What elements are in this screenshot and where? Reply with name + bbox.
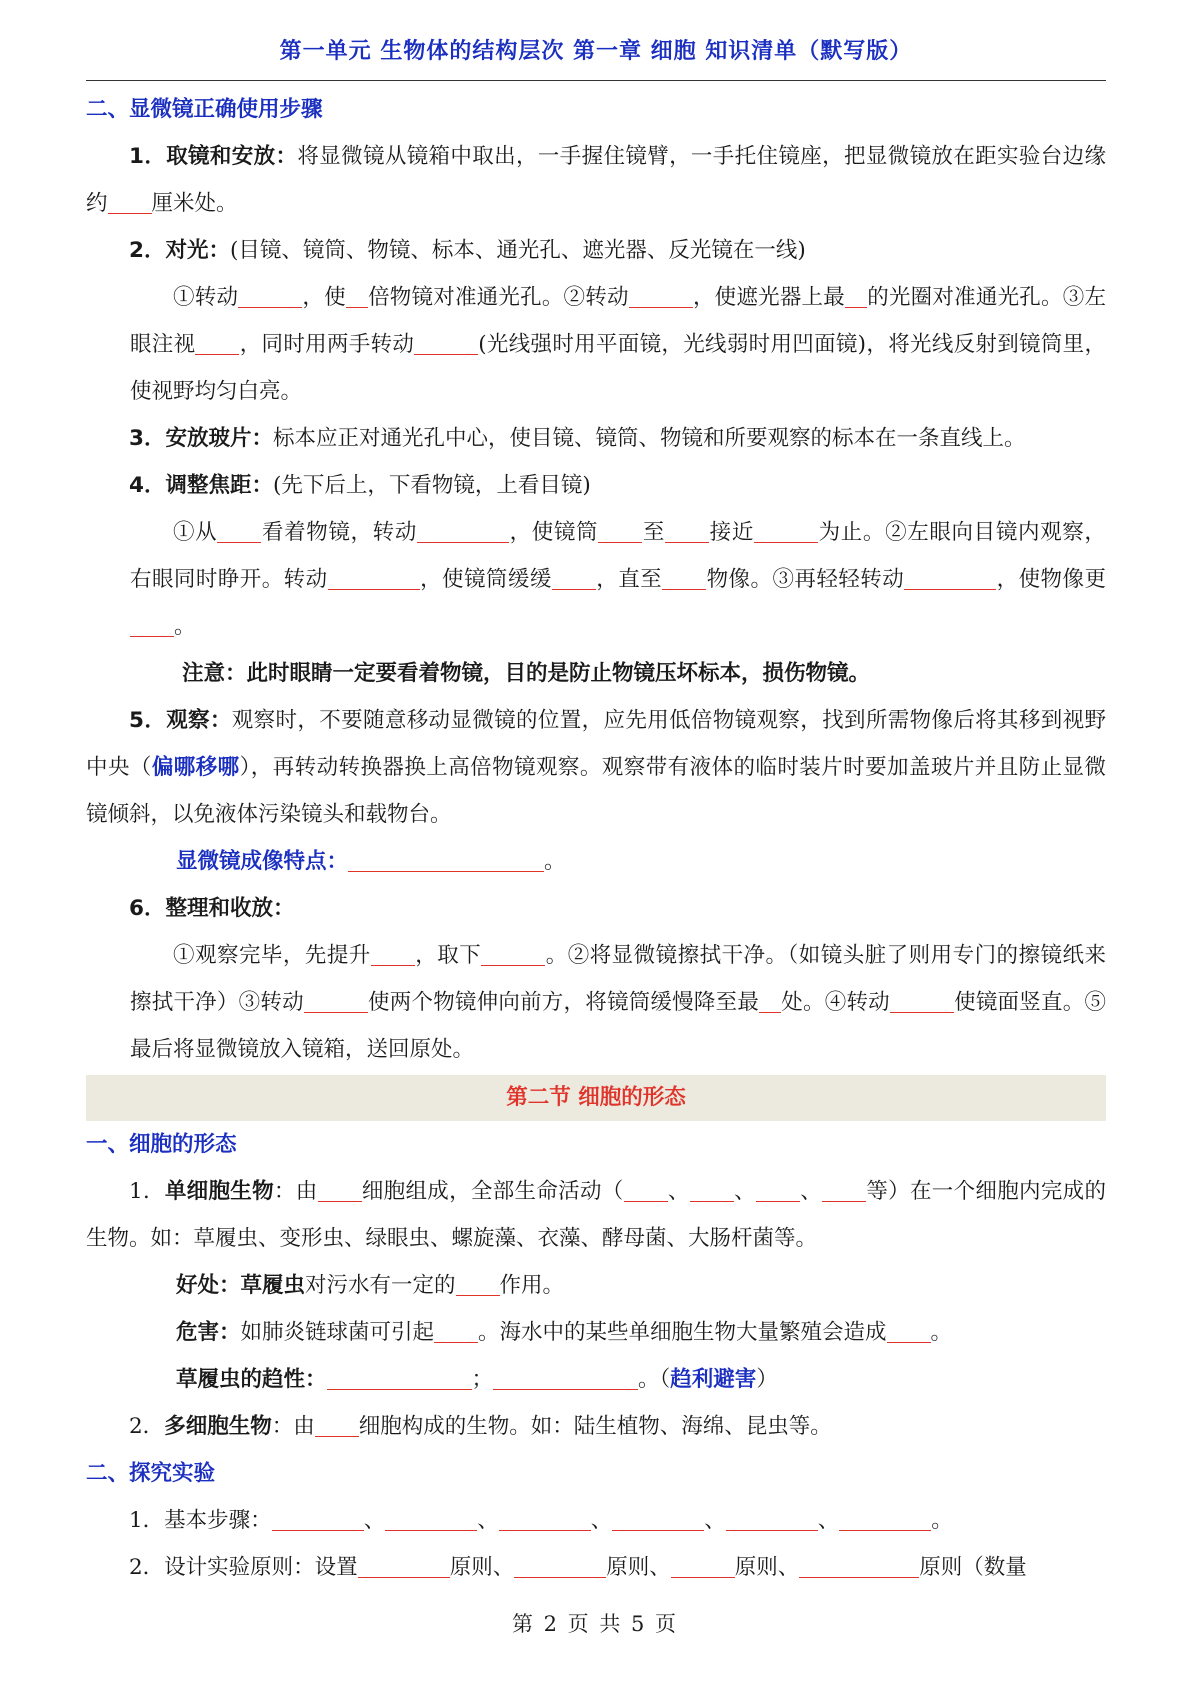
- step-4-note: (先下后上，下看物镜，上看目镜): [272, 473, 591, 498]
- step-1-tail: 厘米处。: [151, 191, 238, 216]
- text: ：由: [271, 1414, 315, 1439]
- blank[interactable]: [434, 1320, 478, 1344]
- text: 2．设计实验原则：设置: [129, 1555, 358, 1580]
- step-5-label: 5．观察：: [129, 708, 232, 733]
- blank[interactable]: [130, 614, 174, 638]
- text: 使镜面竖直。⑤最后将显微镜放入镜箱，送回原处。: [130, 990, 1106, 1062]
- blank[interactable]: [272, 1508, 364, 1532]
- blank[interactable]: [671, 1555, 735, 1579]
- blank[interactable]: [238, 285, 302, 309]
- text: 。（: [638, 1367, 671, 1392]
- text: ，使镜筒: [508, 520, 599, 545]
- unicellular-label: 单细胞生物: [164, 1179, 274, 1204]
- step-4: [86, 462, 1106, 509]
- text: 作用。: [499, 1273, 565, 1298]
- text: ，使物像更: [996, 567, 1106, 592]
- text: 细胞构成的生物。如：陆生植物、海绵、昆虫等。: [358, 1414, 832, 1439]
- text: 、: [704, 1508, 726, 1533]
- blank[interactable]: [327, 1367, 472, 1391]
- text: 擦镜纸来擦拭干净）③转动: [130, 943, 1106, 1015]
- section-heading-experiment: 二、探究实验: [86, 1461, 216, 1486]
- blank[interactable]: [662, 567, 706, 591]
- step-6: [86, 885, 1106, 932]
- text: 倍物镜对准通光孔。②转动: [367, 285, 629, 310]
- blank[interactable]: [690, 1179, 734, 1203]
- text: ，同时用两手转动: [239, 332, 415, 357]
- text: 、: [817, 1508, 840, 1533]
- step-2-body: [86, 274, 1106, 415]
- blank[interactable]: [348, 849, 544, 873]
- text: 、: [590, 1508, 613, 1533]
- step-5-hint: 偏哪移哪: [151, 755, 240, 780]
- text: ，取下: [414, 943, 482, 968]
- text: 线反射到镜筒里，使视野均匀白亮。: [130, 332, 1106, 404]
- blank[interactable]: [624, 1179, 668, 1203]
- step-3: [86, 415, 1106, 462]
- blank[interactable]: [665, 520, 709, 544]
- blank[interactable]: [195, 332, 239, 356]
- blank[interactable]: [756, 1179, 800, 1203]
- text: 等）在一个细胞: [866, 1179, 1020, 1204]
- text: 。: [174, 614, 196, 639]
- blank[interactable]: [754, 520, 818, 544]
- text: 原则、: [734, 1555, 800, 1580]
- experiment-principles: [86, 1544, 1106, 1591]
- blank[interactable]: [759, 990, 781, 1014]
- text: 孔。③左眼注视: [130, 285, 1106, 357]
- step-1-text: 将显微镜从镜箱中取出，一手握住镜臂，一手托住镜座，把显微镜放在距实验台边缘约: [86, 144, 1106, 216]
- text: ）: [756, 1367, 778, 1392]
- blank[interactable]: [304, 990, 368, 1014]
- text: 使两个物镜伸向前方，将镜筒缓慢降至最: [367, 990, 760, 1015]
- text: 原则、: [606, 1555, 671, 1580]
- section-heading-microscope: 二、显微镜正确使用步骤: [86, 97, 323, 122]
- blank[interactable]: [904, 567, 996, 591]
- benefit-label: 好处：: [176, 1273, 241, 1298]
- text: 原则、: [449, 1555, 515, 1580]
- text: 草履虫: [240, 1273, 306, 1298]
- step-2: [86, 227, 1106, 274]
- blank[interactable]: [417, 520, 509, 544]
- step-4-label: 4．调整焦距：: [129, 473, 273, 498]
- blank[interactable]: [890, 990, 954, 1014]
- text: 、: [477, 1508, 499, 1533]
- taxis-hint: 趋利避害: [670, 1367, 757, 1392]
- text: 、: [733, 1179, 756, 1204]
- blank[interactable]: [845, 285, 867, 309]
- blank[interactable]: [385, 1508, 477, 1532]
- text: 接近: [709, 520, 754, 545]
- imaging-feature-label: 显微镜成像特点：: [176, 849, 349, 874]
- harm-line: [86, 1309, 1106, 1356]
- blank[interactable]: [315, 1414, 359, 1438]
- step-6-body: [86, 932, 1106, 1073]
- text: 、: [363, 1508, 386, 1533]
- focus-warning: 注意：此时眼睛一定要看着物镜，目的是防止物镜压坏标本，损伤物镜。: [182, 661, 871, 686]
- taxis-line: [86, 1356, 1106, 1403]
- step-2-note: (目镜、镜筒、物镜、标本、通光孔、遮光器、反光镜在一线): [229, 238, 806, 263]
- blank[interactable]: [629, 285, 693, 309]
- text: 、: [667, 1179, 690, 1204]
- blank[interactable]: [414, 332, 478, 356]
- text: ：由: [273, 1179, 318, 1204]
- blank[interactable]: [552, 567, 596, 591]
- text: 至: [642, 520, 666, 545]
- section-heading-cell-shape: 一、细胞的形态: [86, 1132, 237, 1157]
- text: ，使: [302, 285, 346, 310]
- blank[interactable]: [108, 191, 152, 215]
- harm-label: 危害：: [176, 1320, 241, 1345]
- page-header-title: 第一单元 生物体的结构层次 第一章 细胞 知识清单（默写版）: [279, 39, 913, 64]
- text: 1．: [129, 1179, 165, 1204]
- text: 如肺炎链球菌可引起: [240, 1320, 435, 1345]
- text: 看着物镜，转动: [261, 520, 417, 545]
- text: (光线强时用平面镜，光线弱时用凹面镜)，将光: [478, 332, 932, 357]
- text: 的光圈对准通光: [867, 285, 1020, 310]
- blank[interactable]: [481, 943, 545, 967]
- experiment-steps: [86, 1497, 1106, 1544]
- text: 处。④转动: [781, 990, 890, 1015]
- blank[interactable]: [217, 520, 261, 544]
- text: ，使镜筒缓缓: [419, 567, 552, 592]
- blank[interactable]: [346, 285, 368, 309]
- blank[interactable]: [839, 1508, 931, 1532]
- blank[interactable]: [456, 1273, 500, 1297]
- text: ；: [471, 1367, 494, 1392]
- blank[interactable]: [726, 1508, 818, 1532]
- text: 、: [799, 1179, 823, 1204]
- text: 2．: [129, 1414, 165, 1439]
- imaging-feature: [86, 838, 1106, 885]
- unicellular-item: [86, 1168, 1106, 1262]
- text: 1．基本步骤：: [129, 1508, 272, 1533]
- step-2-label: 2．对光：: [129, 238, 230, 263]
- text: 原则（数量: [919, 1555, 1027, 1580]
- text: ），再转动转换器换上高倍物镜观察。观察带有液体的临时装片时要加盖玻片并且防止显微镜倾斜，以免液体污染镜头和载物台。: [86, 755, 1106, 827]
- step-5: [86, 697, 1106, 838]
- text: 。②将显微镜擦拭干净。（如镜头脏了则用专门的: [545, 943, 1019, 968]
- text: 。海水中的某些单细胞生物大量繁殖会造成: [478, 1320, 887, 1345]
- text: 对污水有一定的: [305, 1273, 456, 1298]
- page-footer: 第 2 页 共 5 页: [511, 1612, 679, 1636]
- step-3-label: 3．安放玻片：: [129, 426, 273, 451]
- multicellular-item: [86, 1403, 1106, 1450]
- text: ①转动: [173, 285, 239, 310]
- blank[interactable]: [887, 1320, 931, 1344]
- text: 为止。②左眼向目镜: [817, 520, 1018, 545]
- step-1: [86, 133, 1106, 227]
- text: 。: [544, 849, 566, 874]
- section-banner: 第二节 细胞的形态: [86, 1075, 1106, 1121]
- blank[interactable]: [328, 567, 420, 591]
- step-6-label: 6．整理和收放：: [129, 896, 295, 921]
- blank[interactable]: [822, 1179, 866, 1203]
- blank[interactable]: [493, 1367, 638, 1391]
- header-divider: [86, 80, 1106, 81]
- text: ，直至: [595, 567, 663, 592]
- text: ①从: [173, 520, 218, 545]
- text: 细胞组成，全部生命活动（: [361, 1179, 624, 1204]
- blank[interactable]: [514, 1555, 606, 1579]
- multicellular-label: 多细胞生物: [164, 1414, 272, 1439]
- text: 观察时，不要随意移动显微镜的位置，应先用低倍物镜观察，找到所需物像后将其移到视野中央（: [86, 708, 1106, 780]
- text: 物像。③再轻轻转动: [706, 567, 905, 592]
- text: ①观察完毕，先提升: [173, 943, 371, 968]
- text: ，使遮光器上最: [692, 285, 846, 310]
- blank[interactable]: [612, 1508, 704, 1532]
- text: 。: [931, 1508, 953, 1533]
- text: 内观察，右眼同时睁开。转动: [130, 520, 1106, 592]
- blank[interactable]: [371, 943, 415, 967]
- text: 内完成的生物。如：草履虫、变形虫、绿眼虫、螺旋藻、衣藻、酵母菌、大肠杆菌等。: [86, 1179, 1106, 1251]
- blank[interactable]: [799, 1555, 919, 1579]
- blank[interactable]: [598, 520, 642, 544]
- benefit-line: [86, 1262, 1106, 1309]
- blank[interactable]: [318, 1179, 362, 1203]
- step-4-body: [86, 509, 1106, 650]
- step-3-text: 标本应正对通光孔中心，使目镜、镜筒、物镜和所要观察的标本在一条直线上。: [272, 426, 1026, 451]
- taxis-label: 草履虫的趋性：: [176, 1367, 327, 1392]
- document-body: [86, 86, 1106, 1591]
- blank[interactable]: [499, 1508, 591, 1532]
- step-1-label: 1．取镜和安放：: [129, 144, 298, 169]
- text: 。: [930, 1320, 953, 1345]
- blank[interactable]: [358, 1555, 450, 1579]
